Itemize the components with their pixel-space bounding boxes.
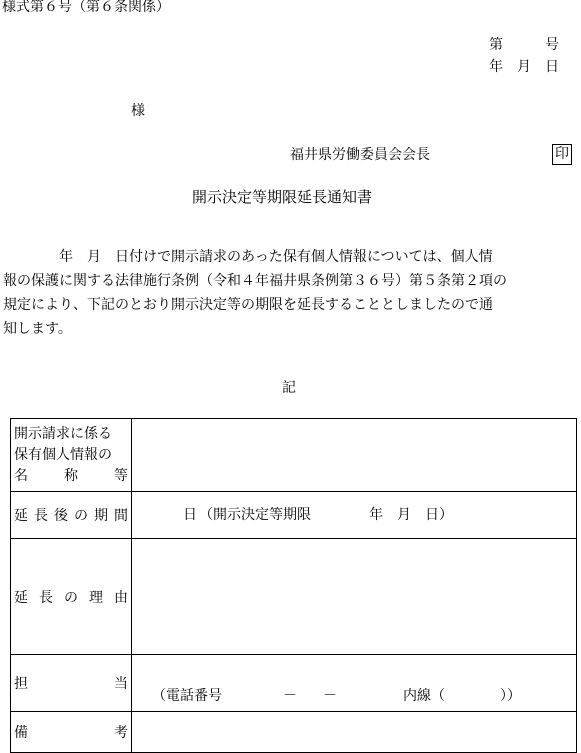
contact-label-char: 担 <box>14 676 28 692</box>
document-title: 開示決定等期限延長通知書 <box>192 188 373 206</box>
period-label-char: 長 <box>34 508 48 524</box>
contact-value-cell[interactable] <box>132 655 577 712</box>
remarks-label <box>14 722 128 742</box>
contact-label <box>14 673 128 693</box>
reason-label-char: の <box>64 589 78 606</box>
contact-label-cell <box>11 655 132 712</box>
period-label-char: の <box>74 508 88 524</box>
reason-label-char: 理 <box>89 589 103 606</box>
contact-label-char: 当 <box>114 676 128 692</box>
note-heading: 記 <box>282 380 296 396</box>
period-label-char: 間 <box>114 508 128 524</box>
name-label-cell <box>11 419 132 492</box>
body-line: 報の保護に関する法律施行条例（令和４年福井県条例第３６号）第５条第２項の <box>3 273 507 289</box>
contact-extension-label: 内線（ <box>403 688 445 704</box>
table-row-period <box>11 492 577 539</box>
name-label-line: 開示請求に係る <box>14 425 112 442</box>
period-label-cell <box>11 492 132 539</box>
name-label-last-line <box>14 466 128 487</box>
table-row-reason <box>11 539 577 655</box>
contact-phone-label: （電話番号 <box>152 688 222 704</box>
sender-name: 福井県労働委員会会長 <box>290 147 430 163</box>
table-row-remarks <box>11 712 577 753</box>
addressee-honorific: 様 <box>131 103 145 119</box>
document-date: 年 月 日 <box>489 59 559 75</box>
remarks-value-cell[interactable] <box>132 712 577 753</box>
table-row-name <box>11 419 577 492</box>
reason-value-cell[interactable] <box>132 539 577 655</box>
reason-label-cell <box>11 539 132 655</box>
remarks-label-char: 備 <box>14 725 28 741</box>
remarks-label-char: 考 <box>114 725 128 741</box>
form-number-label: 様式第６号（第６条関係） <box>2 0 170 15</box>
reason-label-char: 由 <box>114 589 128 606</box>
period-deadline-date: 年 月 日） <box>369 507 453 523</box>
period-day-text: 日 <box>183 507 197 523</box>
seal-stamp-box: 印 <box>552 144 572 165</box>
reason-label <box>14 587 128 607</box>
name-label-char: 名 <box>14 467 28 484</box>
body-line: 年 月 日付けで開示請求のあった保有個人情報については、個人情 <box>3 249 493 265</box>
name-label-char: 称 <box>64 467 78 484</box>
contact-phone-dash: － <box>323 688 337 704</box>
table-row-contact <box>11 655 577 712</box>
period-value-cell[interactable] <box>132 492 577 539</box>
reason-label-char: 長 <box>39 589 53 606</box>
name-label-line: 保有個人情報の <box>14 446 112 463</box>
contact-phone-dash: － <box>283 688 297 704</box>
body-line: 規定により、下記のとおり開示決定等の期限を延長することとしましたので通 <box>3 297 493 313</box>
period-deadline-text: （開示決定等期限 <box>199 507 311 523</box>
reason-label-char: 延 <box>14 589 28 606</box>
period-label-char: 延 <box>14 508 28 524</box>
period-label-char: 後 <box>54 508 68 524</box>
body-line: 知します。 <box>3 321 72 337</box>
remarks-label-cell <box>11 712 132 753</box>
name-value-cell[interactable] <box>132 419 577 492</box>
period-label-char: 期 <box>94 508 108 524</box>
name-label-char: 等 <box>114 467 128 484</box>
detail-table <box>10 418 577 753</box>
contact-extension-close: ）） <box>500 688 521 704</box>
notice-body <box>3 245 578 341</box>
document-number: 第 号 <box>489 37 559 53</box>
period-label <box>14 505 128 525</box>
